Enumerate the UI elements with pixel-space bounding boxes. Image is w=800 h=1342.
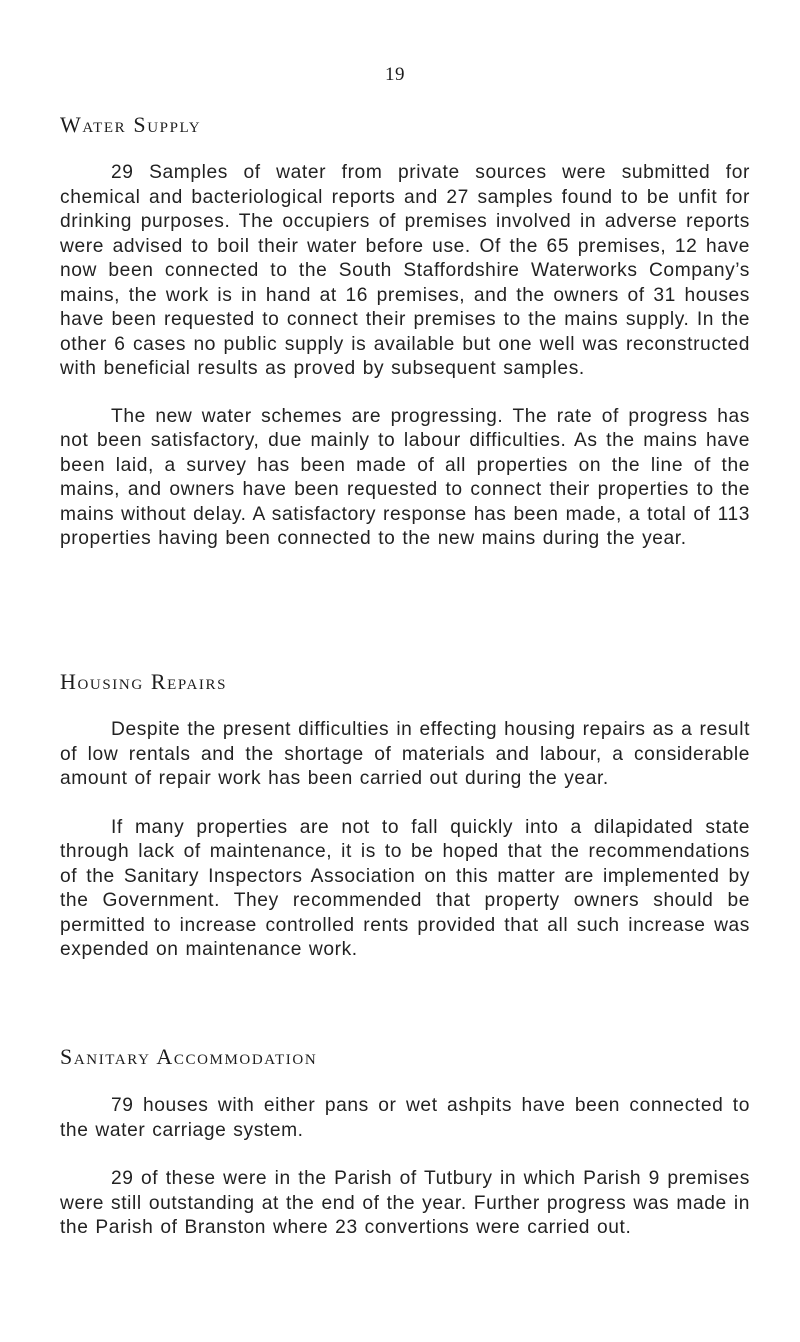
section-heading-water-supply: Water Supply <box>60 112 202 137</box>
section-heading-housing-repairs: Housing Repairs <box>60 669 228 694</box>
section-water-supply <box>60 112 750 552</box>
section-housing-repairs <box>60 669 750 963</box>
paragraph: 79 houses with either pans or wet ashpits have been connected to the water carriage system. <box>60 1095 750 1141</box>
paragraph: 29 Samples of water from private sources were submitted for chemical and bacteriological reports and 27 samples found to be unfit for drinking purposes. The occupiers of premises involved in adverse reports were advised to boil their water before use. Of the 65 premises, 12 have now been connected to the South Staffordshire Waterworks Company’s mains, the work is in hand at 16 premises, and the owners of 31 houses have been requested to connect their premises to the mains supply. In the other 6 cases no public supply is available but one well was reconstructed with beneficial results as proved by subsequent samples. <box>60 162 750 379</box>
paragraph: The new water schemes are progressing. The rate of progress has not been satisfactory, due mainly to labour difficulties. As the mains have been laid, a survey has been made of all properties on the line of the mains, and owners have been requested to connect their properties to the mains without delay. A satisfactory response has been made, a total of 113 properties having been connected to the new mains during the year. <box>60 405 750 549</box>
section-sanitary-accommodation <box>60 1044 750 1241</box>
page-number: 19 <box>385 64 405 85</box>
paragraph: 29 of these were in the Parish of Tutbury in which Parish 9 premises were still outstanding at the end of the year. Further progress was made in the Parish of Branston where 23 convertions were carried out. <box>60 1168 750 1238</box>
paragraph: Despite the present difficulties in effecting housing repairs as a result of low rentals and the shortage of materials and labour, a considerable amount of repair work has been carried out during the year. <box>60 719 750 789</box>
section-heading-sanitary-accommodation: Sanitary Accommodation <box>60 1044 318 1069</box>
paragraph: If many properties are not to fall quickly into a dilapidated state through lack of maintenance, it is to be hoped that the recommendations of the Sanitary Inspectors Association on this matter are implemented by the Government. They recommended that property owners should be permitted to increase controlled rents provided that all such increase was expended on maintenance work. <box>60 816 750 960</box>
